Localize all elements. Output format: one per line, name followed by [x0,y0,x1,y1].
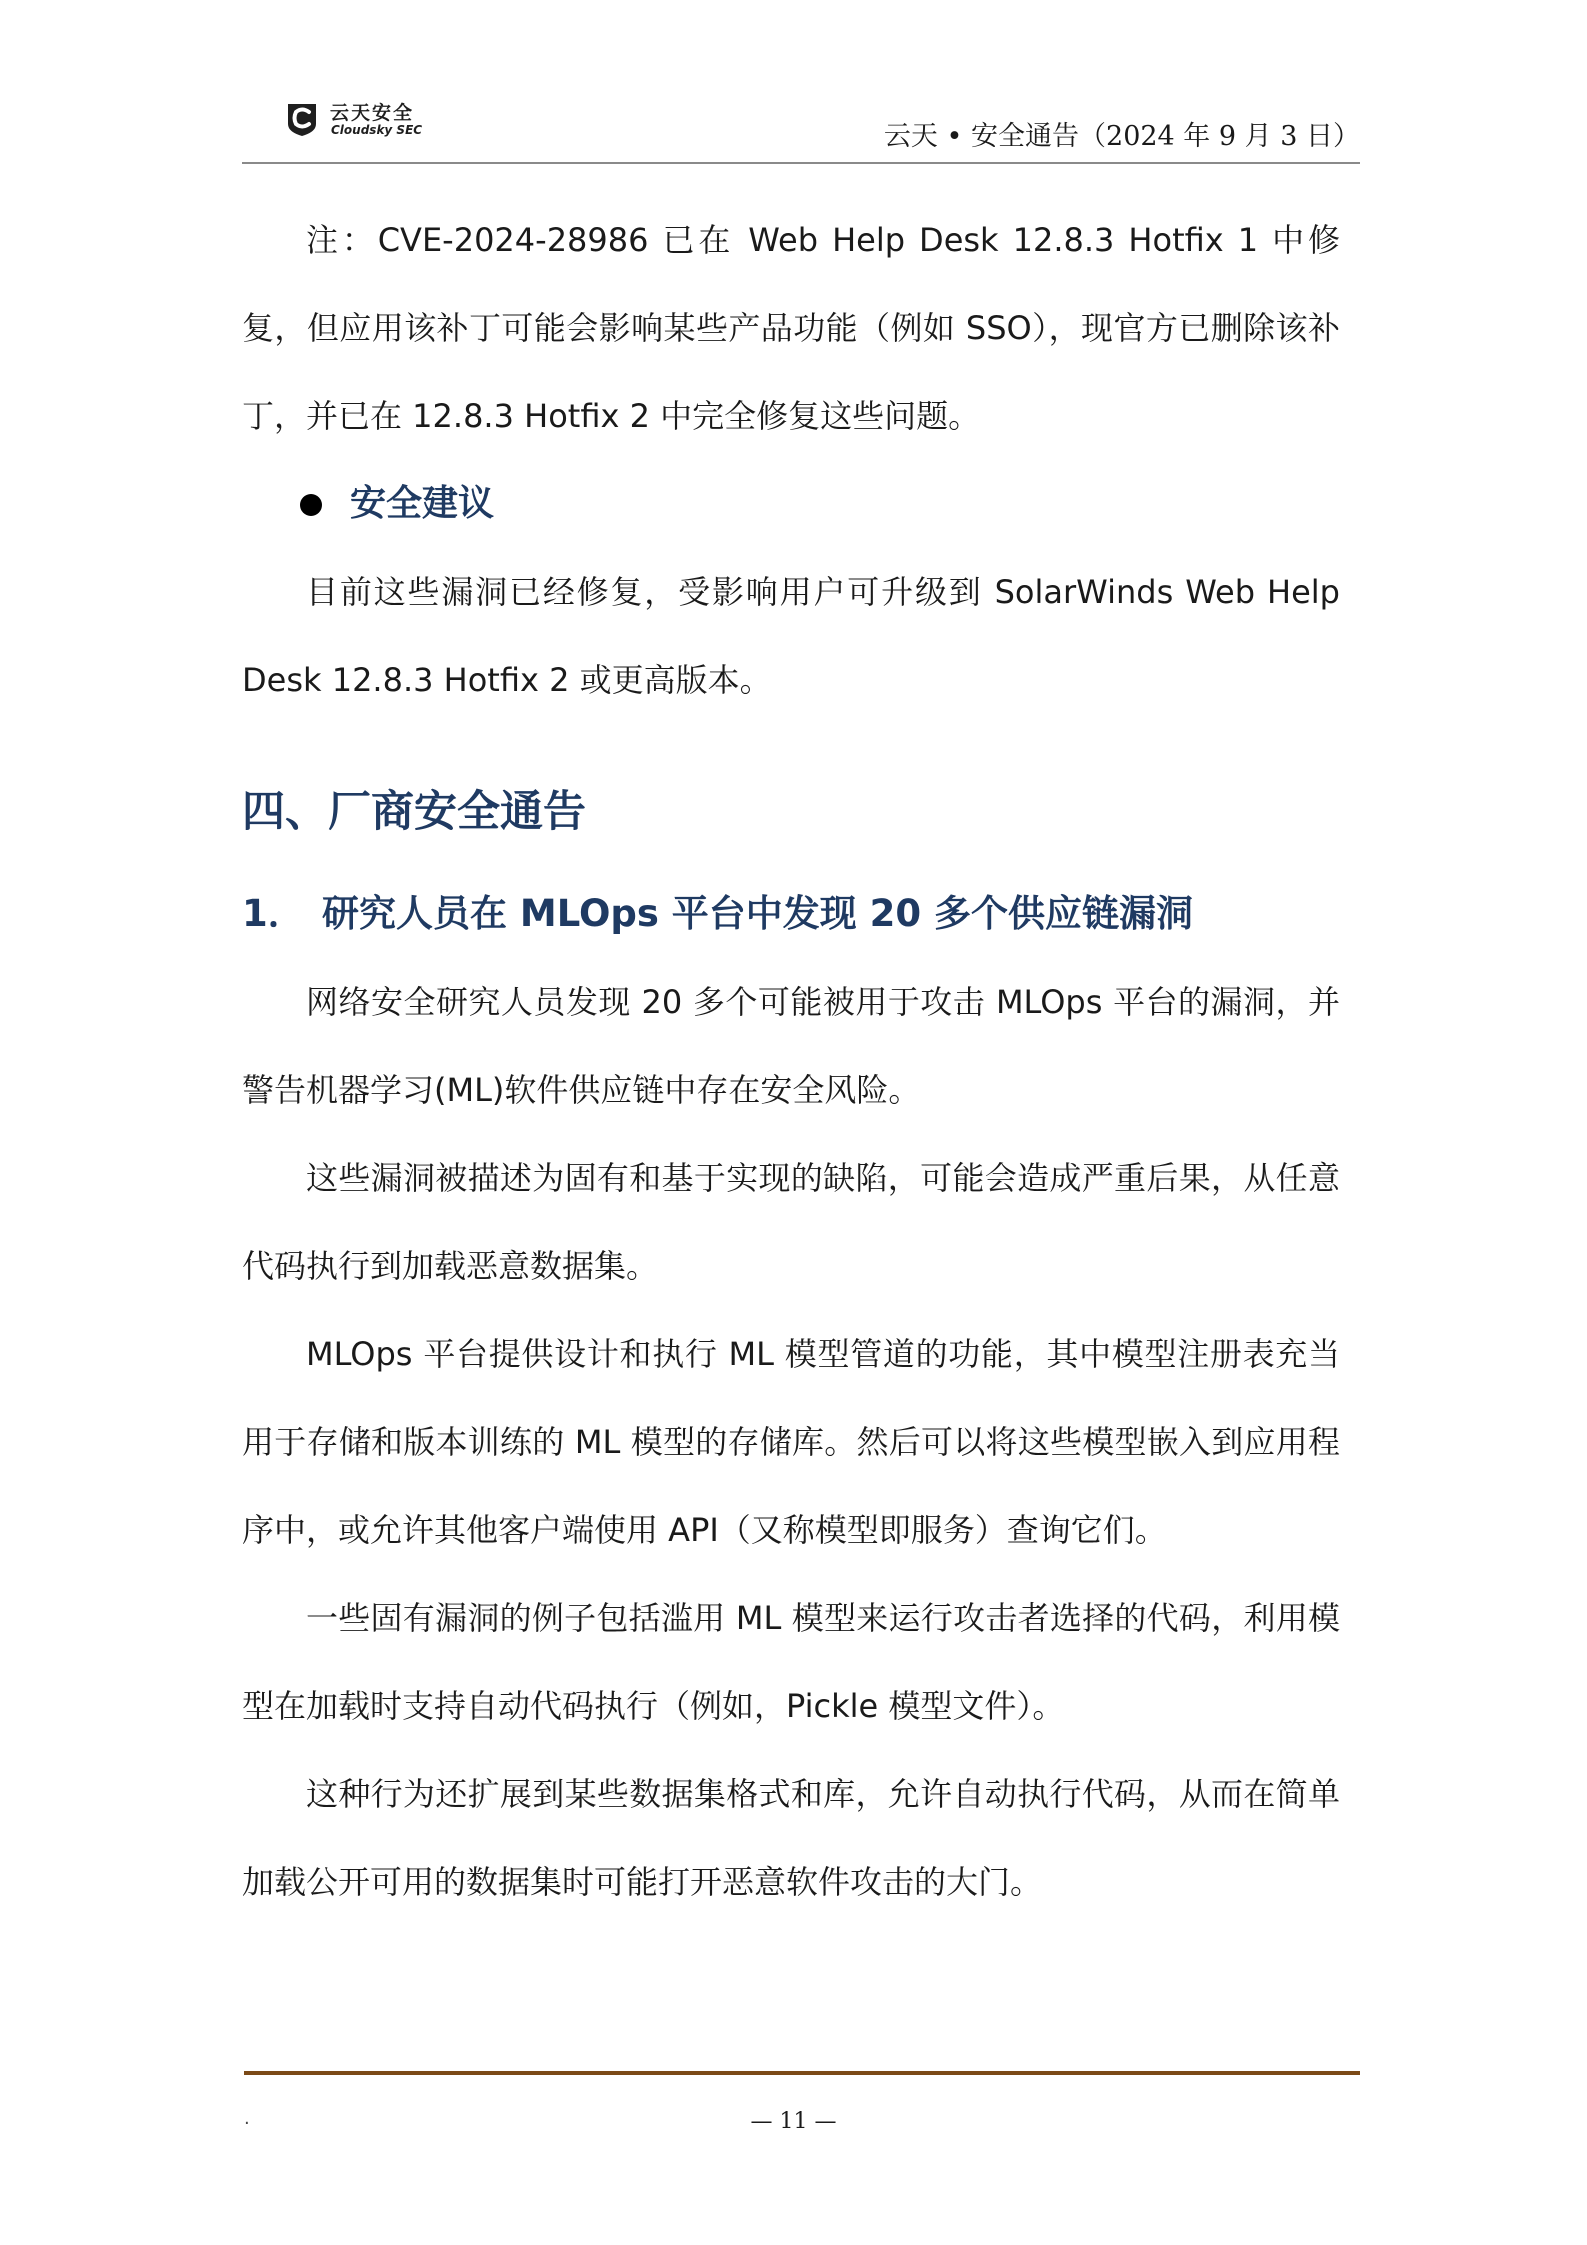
section-heading: 四、厂商安全通告 [242,787,586,837]
subsection-title: 研究人员在 MLOps 平台中发现 20 多个供应链漏洞 [322,892,1194,935]
logo-text-cn: 云天安全 [330,102,415,124]
page-number: — 11 — [750,2109,837,2134]
shield-logo-icon [282,98,322,138]
body-paragraph: 网络安全研究人员发现 20 多个可能被用于攻击 MLOps 平台的漏洞，并警告机器学习(ML)软件供应链中存在安全风险。 [242,983,1340,1109]
header-title: 云天 • 安全通告（2024 年 9 月 3 日） [883,121,1360,152]
bullet-heading-text: 安全建议 [350,483,495,524]
advice-paragraph: 目前这些漏洞已经修复，受影响用户可升级到 SolarWinds Web Help Desk 12.8.3 Hotfix 2 或更高版本。 [242,573,1340,699]
note-paragraph: 注：CVE-2024-28986 已在 Web Help Desk 12.8.3 Hotfix 1 中修复，但应用该补丁可能会影响某些产品功能（例如 SSO），现官方已删除该补丁，并已在 12.8.3 Hotfix 2 中完全修复这些问题。 [242,221,1340,435]
body-paragraph: 这些漏洞被描述为固有和基于实现的缺陷，可能会造成严重后果，从任意代码执行到加载恶意数据集。 [242,1159,1340,1285]
body-paragraph: MLOps 平台提供设计和执行 ML 模型管道的功能，其中模型注册表充当用于存储和版本训练的 ML 模型的存储库。然后可以将这些模型嵌入到应用程序中，或允许其他客户端使用 API（又称模型即服务）查询它们。 [242,1335,1340,1549]
bullet-dot-icon [300,494,322,516]
body-paragraph: 这种行为还扩展到某些数据集格式和库，允许自动执行代码，从而在简单加载公开可用的数据集时可能打开恶意软件攻击的大门。 [242,1775,1340,1901]
logo-text-en: Cloudsky SEC [331,123,423,137]
page-header [242,88,1360,164]
body-paragraph: 一些固有漏洞的例子包括滥用 ML 模型来运行攻击者选择的代码，利用模型在加载时支持自动代码执行（例如，Pickle 模型文件）。 [242,1599,1340,1725]
page-content [242,196,1340,1926]
subsection-number: 1． [242,892,305,935]
footer-divider [244,2071,1360,2075]
footer-dot: . [244,2108,250,2129]
subsection-heading [242,882,1340,958]
bullet-heading [242,460,1340,548]
logo [282,98,502,148]
